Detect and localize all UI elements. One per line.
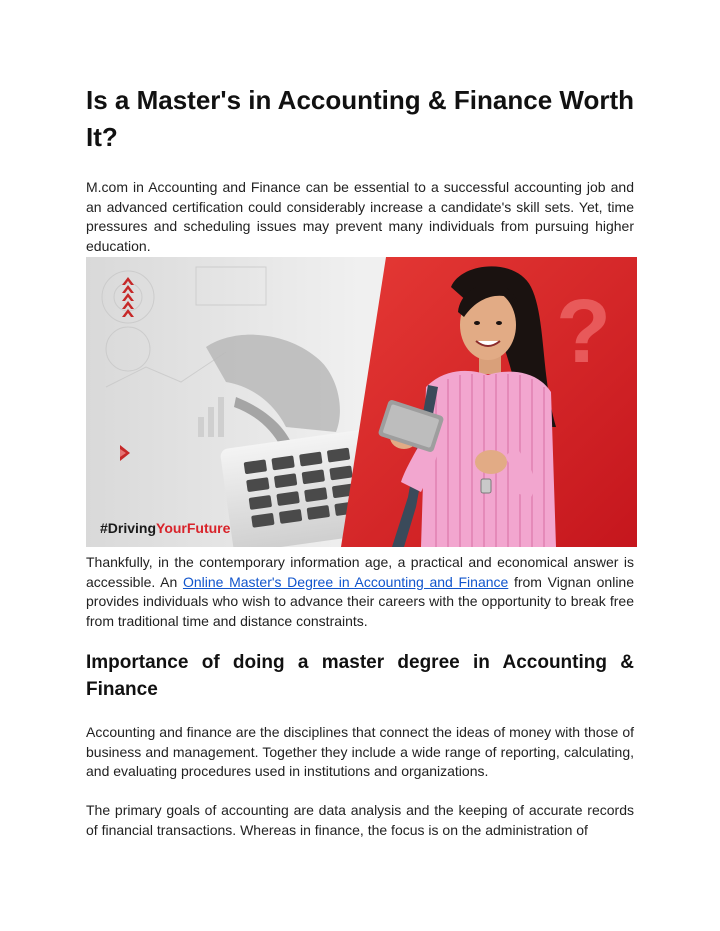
section-heading: Importance of doing a master degree in Accounting & Finance bbox=[86, 652, 634, 700]
hero-image bbox=[86, 257, 637, 547]
paragraph-disciplines: Accounting and finance are the disciplines that connect the ideas of money with those of business and management. Together they include a wide range of reporting, calculating, and evaluating procedures used in institutions and organizations. bbox=[86, 724, 634, 779]
question-mark-icon: ? bbox=[556, 282, 611, 382]
hashtag-label: #DrivingYourFuture bbox=[100, 520, 231, 536]
paragraph-online-degree: Thankfully, in the contemporary information age, a practical and economical answer is accessible. An Online Master's Degree in Accounting and Finance from Vignan online provides individuals who wish to advance their careers with the opportunity to break free from traditional time and distance constraints. bbox=[86, 554, 635, 629]
hero-illustration bbox=[86, 257, 637, 547]
online-degree-link[interactable]: Online Master's Degree in Accounting and Finance bbox=[182, 573, 509, 590]
intro-paragraph: M.com in Accounting and Finance can be essential to a successful accounting job and an advanced certification could considerably increase a candidate's skill sets. Yet, time pressures and scheduling issues may prevent many individuals from pursuing higher education. bbox=[86, 179, 634, 254]
paragraph-goals: The primary goals of accounting are data analysis and the keeping of accurate records of financial transactions. Whereas in finance, the focus is on the administration of bbox=[86, 802, 634, 838]
article-title: Is a Master's in Accounting & Finance Worth It? bbox=[86, 85, 634, 152]
